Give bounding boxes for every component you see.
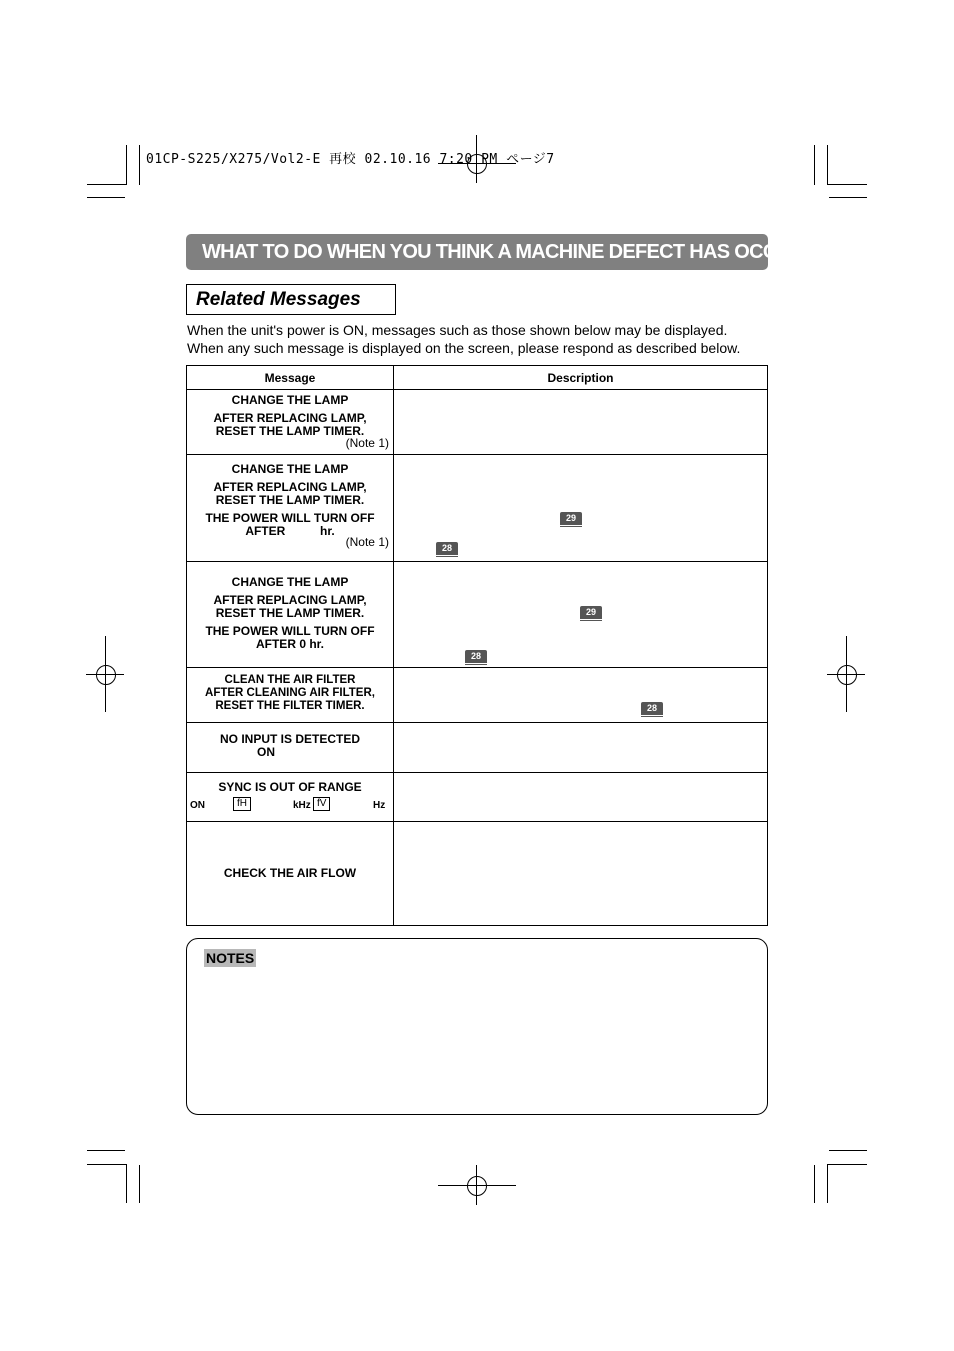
- print-slug: 01CP-S225/X275/Vol2-E 再校 02.10.16 7:20 PM ページ7: [146, 152, 555, 167]
- message-cell: [187, 455, 394, 562]
- table-row: [187, 773, 768, 822]
- description-cell: [394, 773, 768, 822]
- message-line: AFTER REPLACING LAMP,: [213, 480, 367, 494]
- description-cell: [394, 723, 768, 773]
- unit-label: Hz: [373, 800, 386, 811]
- section-title: Related Messages: [186, 284, 396, 315]
- table-row: [187, 562, 768, 668]
- message-line: THE POWER WILL TURN OFF: [205, 511, 375, 525]
- message-cell: [187, 773, 394, 822]
- table-row: [187, 390, 768, 455]
- page-reference-book-icon: 29: [580, 606, 602, 619]
- message-line: CLEAN THE AIR FILTER: [224, 674, 356, 686]
- description-cell: [394, 562, 768, 668]
- message-line: AFTER REPLACING LAMP,: [213, 411, 367, 425]
- message-line: CHECK THE AIR FLOW: [223, 866, 357, 880]
- message-cell: [187, 723, 394, 773]
- message-cell: [187, 822, 394, 926]
- message-line: AFTER 0 hr.: [255, 637, 324, 651]
- page-reference-book-icon: 28: [465, 650, 487, 663]
- table-header-row: [187, 366, 768, 390]
- message-line: CHANGE THE LAMP: [231, 462, 349, 476]
- message-line: RESET THE LAMP TIMER.: [215, 493, 365, 507]
- vertical-frequency-box: fV: [313, 797, 330, 811]
- notes-box: [186, 938, 768, 1115]
- table-row: [187, 455, 768, 562]
- message-line: AFTER CLEANING AIR FILTER,: [205, 687, 375, 699]
- message-word: ON: [190, 800, 205, 811]
- table-row: [187, 668, 768, 723]
- message-line: ON: [257, 745, 275, 759]
- message-line: SYNC IS OUT OF RANGE: [218, 780, 362, 794]
- notes-label: NOTES: [206, 950, 255, 966]
- message-line: AFTER REPLACING LAMP,: [213, 593, 367, 607]
- unit-label: kHz: [293, 800, 311, 811]
- note-reference: (Note 1): [345, 436, 389, 450]
- description-cell: [394, 822, 768, 926]
- message-line: THE POWER WILL TURN OFF: [205, 624, 375, 638]
- description-cell: [394, 390, 768, 455]
- description-cell: [394, 668, 768, 723]
- table-row: [187, 723, 768, 773]
- messages-table: [186, 365, 768, 926]
- horizontal-frequency-box: fH: [233, 797, 251, 811]
- column-header-message: Message: [187, 366, 394, 390]
- note-reference: (Note 1): [345, 535, 389, 549]
- message-line: CHANGE THE LAMP: [231, 575, 349, 589]
- page-reference-book-icon: 28: [641, 702, 663, 715]
- message-cell: [187, 668, 394, 723]
- page-title-banner: WHAT TO DO WHEN YOU THINK A MACHINE DEFECT HAS OCCURRED: [186, 234, 768, 270]
- column-header-description: Description: [394, 366, 768, 390]
- intro-paragraph: When the unit's power is ON, messages such as those shown below may be displayed. When any such message is displayed on the screen, please respond as described below.: [187, 322, 741, 356]
- table-row: [187, 822, 768, 926]
- message-line: RESET THE LAMP TIMER.: [215, 606, 365, 620]
- description-cell: [394, 455, 768, 562]
- message-word: AFTER: [245, 524, 286, 538]
- message-line: CHANGE THE LAMP: [231, 393, 349, 407]
- page-reference-book-icon: 28: [436, 542, 458, 555]
- page-reference-book-icon: 29: [560, 512, 582, 525]
- message-cell: [187, 562, 394, 668]
- message-line: RESET THE FILTER TIMER.: [215, 700, 365, 712]
- message-line: RESET THE LAMP TIMER.: [215, 424, 365, 438]
- message-line: NO INPUT IS DETECTED: [219, 732, 360, 746]
- message-cell: [187, 390, 394, 455]
- message-word: hr.: [320, 524, 335, 538]
